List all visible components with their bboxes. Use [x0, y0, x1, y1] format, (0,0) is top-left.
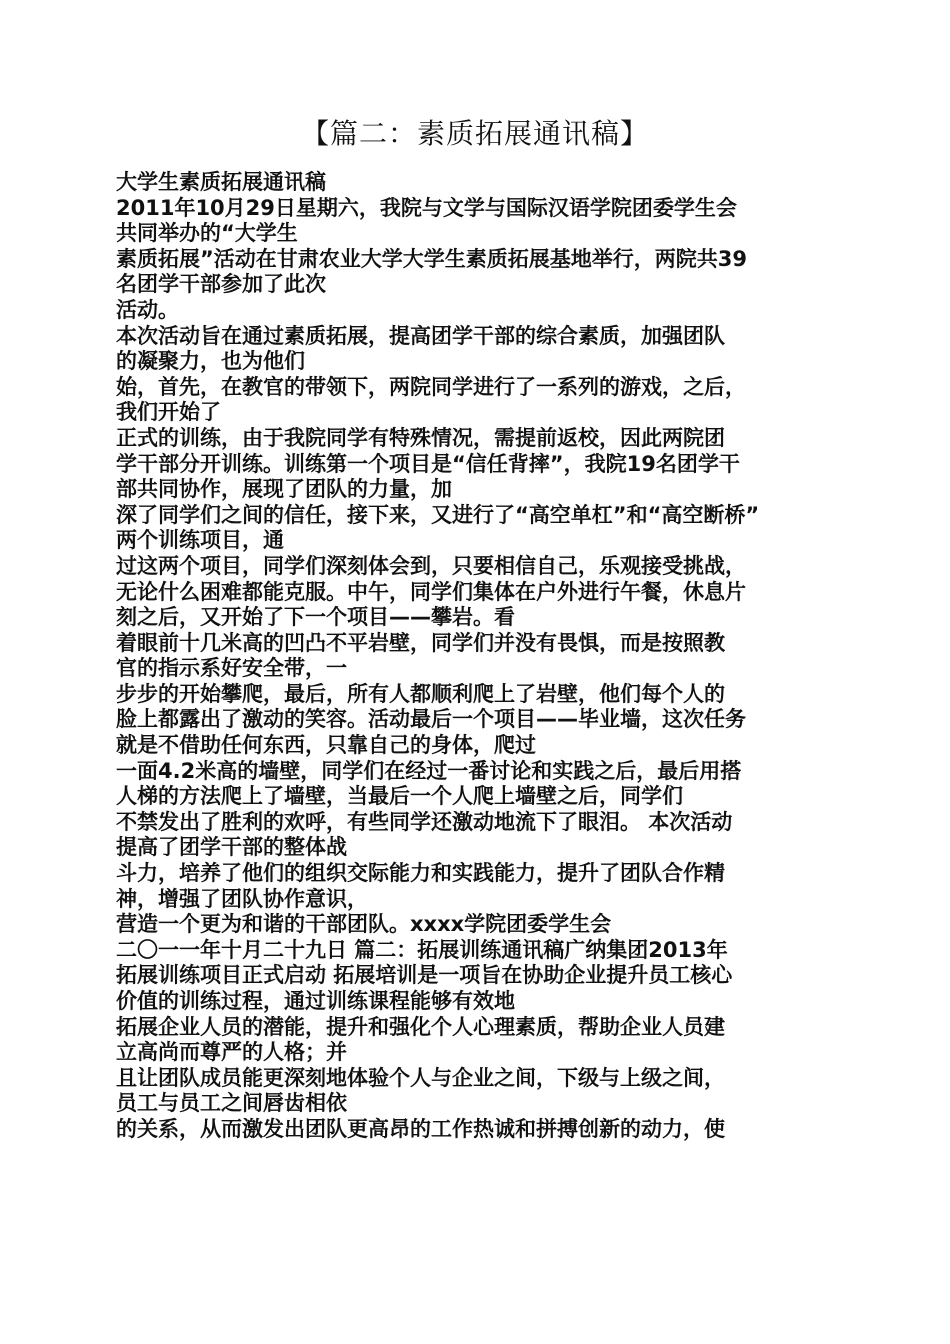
body-text-line: 本次活动旨在通过素质拓展，提高团学干部的综合素质，加强团队: [116, 323, 725, 348]
body-text-line: 活动。: [116, 297, 179, 322]
body-text-line: 提高了团学干部的整体战: [116, 835, 347, 860]
body-text-line: 两个训练项目，通: [116, 528, 284, 553]
body-text-line: 价值的训练过程，通过训练课程能够有效地: [116, 989, 515, 1013]
body-text-line: 始，首先，在教官的带领下，两院同学进行了一系列的游戏，之后，: [116, 374, 746, 399]
body-text-line: 学干部分开训练。训练第一个项目是“信任背摔”，我院19名团学干: [116, 451, 740, 476]
body-text-line: 不禁发出了胜利的欢呼，有些同学还激动地流下了眼泪。 本次活动: [116, 809, 733, 834]
body-text-line: 营造一个更为和谐的干部团队。xxxx学院团委学生会: [116, 912, 612, 937]
body-text-line: 无论什么困难都能克服。中午，同学们集体在户外进行午餐，休息片: [116, 579, 746, 604]
body-text-line: 且让团队成员能更深刻地体验个人与企业之间，下级与上级之间，: [116, 1065, 725, 1090]
body-text-line: 着眼前十几米高的凹凸不平岩壁，同学们并没有畏惧，而是按照教: [116, 630, 725, 655]
body-text-line: 官的指示系好安全带，一: [116, 656, 347, 681]
body-text-line: 人梯的方法爬上了墙壁，当最后一个人爬上墙壁之后，同学们: [116, 784, 683, 809]
body-text-line: 的关系，从而激发出团队更高昂的工作热诚和拼搏创新的动力，使: [116, 1116, 725, 1141]
body-text-line: 部共同协作，展现了团队的力量，加: [116, 477, 452, 502]
body-text-line: 员工与员工之间唇齿相依: [116, 1091, 347, 1116]
body-text-line: 拓展企业人员的潜能，提升和强化个人心理素质，帮助企业人员建: [116, 1014, 725, 1039]
body-text-line: 深了同学们之间的信任，接下来，又进行了“高空单杠”和“高空断桥”: [116, 502, 760, 527]
body-text-line: 素质拓展”活动在甘肃农业大学大学生素质拓展基地举行，两院共39: [116, 246, 748, 271]
body-text-line: 斗力，培养了他们的组织交际能力和实践能力，提升了团队合作精: [116, 861, 725, 886]
body-text-line: 的凝聚力，也为他们: [116, 349, 305, 374]
body-text-line: 正式的训练，由于我院同学有特殊情况，需提前返校，因此两院团: [116, 425, 725, 450]
body-text-line: 2011年10月29日星期六，我院与文学与国际汉语学院团委学生会: [116, 195, 737, 220]
body-text-line: 拓展训练项目正式启动 拓展培训是一项旨在协助企业提升员工核心: [116, 963, 733, 988]
body-text-line: 共同举办的“大学生: [116, 221, 298, 246]
body-text-line: 立高尚而尊严的人格；并: [116, 1040, 347, 1065]
body-text-line: 就是不借助任何东西，只靠自己的身体，爬过: [116, 733, 536, 758]
body-text-line: 刻之后，又开始了下一个项目——攀岩。看: [116, 605, 515, 630]
body-text-line: 二〇一一年十月二十九日 篇二：拓展训练通讯稿广纳集团2013年: [116, 937, 728, 962]
body-text-line: 脸上都露出了激动的笑容。活动最后一个项目——毕业墙，这次任务: [116, 707, 746, 732]
document-body: [116, 170, 846, 1143]
body-text-line: 神，增强了团队协作意识，: [116, 886, 368, 911]
body-text-line: 我们开始了: [116, 400, 221, 425]
body-text-line: 步步的开始攀爬，最后，所有人都顺利爬上了岩壁，他们每个人的: [116, 681, 725, 706]
body-text-line: 大学生素质拓展通讯稿: [116, 170, 326, 194]
body-text-line: 一面4.2米高的墙壁，同学们在经过一番讨论和实践之后，最后用搭: [116, 758, 742, 783]
body-text-line: 过这两个项目，同学们深刻体会到，只要相信自己，乐观接受挑战，: [116, 553, 746, 578]
body-text-line: 名团学干部参加了此次: [116, 272, 326, 297]
document-title: 【篇二：素质拓展通讯稿】: [300, 117, 649, 150]
